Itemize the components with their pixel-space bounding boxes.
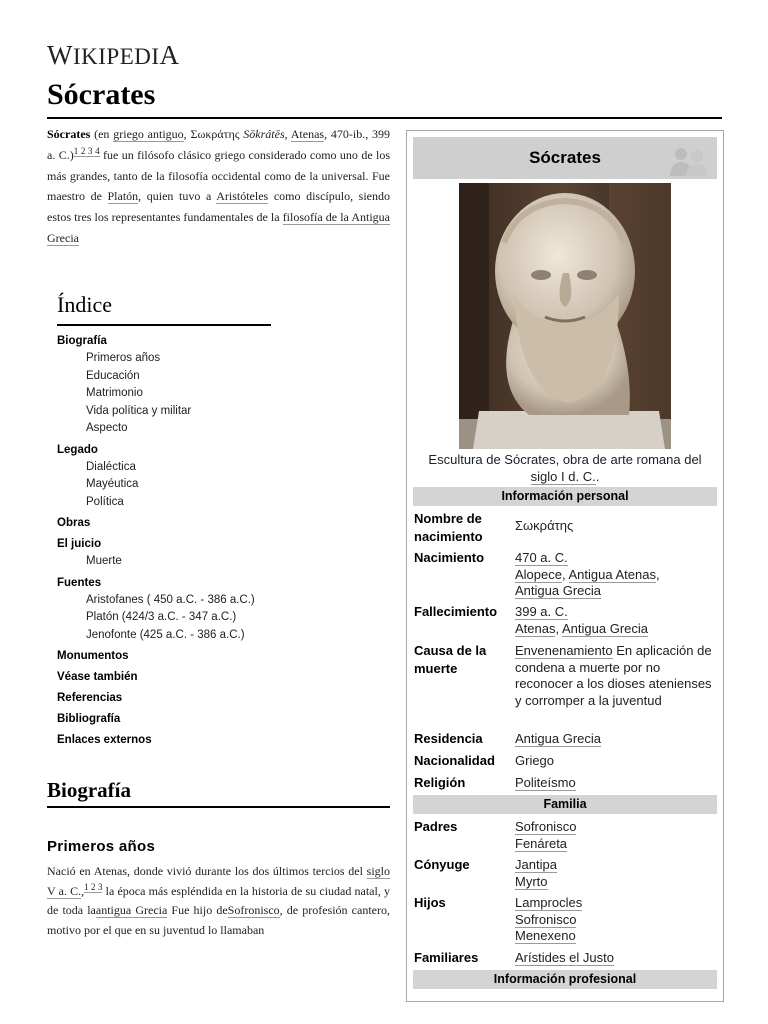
toc-item [57,689,271,707]
toc-sublink[interactable]: Primeros años [86,352,161,364]
toc-sublink[interactable]: Matrimonio [86,387,143,399]
toc-link[interactable]: Referencias [57,692,123,704]
lead-text: , [284,127,291,141]
toc-sublink[interactable]: Vida política y militar [86,404,192,417]
toc-sublink[interactable]: Muerte [86,555,122,567]
link-fenareta[interactable]: Fenáreta [515,835,568,851]
link-antigua-grecia[interactable]: Antigua Grecia [562,620,648,636]
label-padres: Padres [414,819,458,834]
infobox-title-bar [413,137,717,179]
value-padres [515,819,717,852]
value-causa-muerte [515,643,717,709]
toc-item [57,668,271,686]
lead-name: Sócrates [47,127,91,141]
link-myrto[interactable]: Myrto [515,873,548,889]
label-nacimiento: Nacimiento [414,550,485,565]
link-atenas[interactable]: Atenas [290,127,325,141]
biografia-paragraph: Nació en Atenas, donde vivió durante los dos últimos tercios del siglo V a. C.,$^{1 2 3}$ la época más espléndida en la historia de su ciudad natal, y de toda laantigua Grecia Fue hijo deSofronisco, de profesión cantero, motivo por el que en su juventud lo llamaban [47,864,391,938]
value-familiares [515,950,717,967]
infobox [406,130,724,1002]
lead-text: , Σωκράτης [183,127,244,141]
link-antigua-grecia[interactable]: antigua Grecia [95,903,168,918]
toc-item [57,535,271,571]
toc-link[interactable]: Legado [57,443,98,456]
value-residencia [515,731,717,748]
title-divider [47,117,722,119]
label-residencia: Residencia [414,731,483,746]
subsection-heading-primeros-anos: Primeros años [47,838,156,855]
link-sofronisco[interactable]: Sofronisco [515,819,577,834]
infobox-title: Sócrates [529,148,601,167]
toc-link[interactable]: Enlaces externos [57,734,152,746]
image-caption: Escultura de Sócrates, obra de arte romana del siglo I d. C.. [428,452,702,484]
label-conyuge: Cónyuge [414,857,470,872]
toc-link[interactable]: Obras [57,517,91,529]
link-jantipa[interactable]: Jantipa [515,857,557,872]
lead-text: , quien tuvo a [138,189,217,204]
link-399ac[interactable]: 399 a. C. [515,604,568,619]
causa-text: En aplicación de condena a muerte por no reconocer a los dioses atenienses y corromper a la juventud [515,643,712,708]
value-religion [515,775,717,792]
link-filosofia-antigua-grecia[interactable]: filosofía de la Antigua Grecia [47,210,390,245]
link-menexeno[interactable]: Menexeno [515,928,576,943]
link-470ac[interactable]: 470 a. C. [515,550,568,565]
lead-transliteration: Sōkrátēs [243,127,285,141]
toc-item [57,441,271,512]
lead-paragraph [47,124,390,249]
toc-link[interactable]: Bibliografía [57,713,121,725]
link-platon[interactable]: Platón [107,189,139,204]
link-griego-antiguo[interactable]: griego antiguo [113,127,184,141]
link-antigua-atenas[interactable]: Antigua Atenas [568,566,656,582]
label-causa-muerte: Causa de la muerte [414,643,487,676]
toc-item [57,332,271,438]
toc-item [57,731,271,749]
para-text: Fue hijo de [167,903,228,918]
label-hijos: Hijos [414,895,446,910]
label-nombre-nacimiento: Nombre de nacimiento [414,511,483,544]
toc-sublink[interactable]: Jenofonte (425 a.C. - 386 a.C.) [86,628,245,641]
value-nombre-nacimiento: Σωκράτης [515,518,574,533]
label-fallecimiento: Fallecimiento [414,604,498,619]
label-religion: Religión [414,775,466,790]
toc-link[interactable]: Monumentos [57,650,129,662]
value-fallecimiento [515,604,717,637]
link-antigua-grecia[interactable]: Antigua Grecia [515,583,601,598]
toc-sublink[interactable]: Dialéctica [86,460,136,473]
lead-text: , 470-ib., 399 a. C.) [47,127,390,162]
toc-item [57,574,271,645]
toc-sublink[interactable]: Aspecto [86,422,128,434]
value-conyuge [515,857,717,890]
section-heading-biografia: Biografía [47,778,131,802]
link-lamprocles[interactable]: Lamprocles [515,895,583,910]
toc-item [57,647,271,665]
toc-item [57,514,271,532]
table-of-contents [57,292,271,749]
section-divider [47,806,390,808]
toc-sublink[interactable]: Política [86,495,124,508]
para-text: Nació en Atenas, donde vivió durante los dos últimos tercios del [47,864,367,878]
people-icon [667,142,711,176]
lead-text: fue un filósofo clásico griego considerado como uno de los más grandes, tanto de la filosofía occidental como de la universal. Fue maestro de [47,147,391,204]
toc-link[interactable]: Véase también [57,671,138,683]
caption-text: Escultura de Sócrates, obra de arte romana del [428,452,702,467]
link-sofronisco[interactable]: Sofronisco [227,903,280,918]
toc-link[interactable]: El juicio [57,538,102,550]
toc-item [57,710,271,728]
page-title: Sócrates [47,78,156,111]
separator: , [555,620,562,636]
link-atenas[interactable]: Atenas [515,620,556,636]
separator: , [561,566,569,582]
reference-links[interactable]: 1 2 3 4 [73,145,100,156]
lead-text: como discípulo, siendo estos tres los representantes fundamentales de la [47,189,390,225]
value-hijos [515,895,717,945]
link-siglo-i[interactable]: siglo I d. C. [530,469,596,484]
label-familiares: Familiares [414,950,479,965]
toc-link[interactable]: Fuentes [57,576,102,589]
link-sofronisco[interactable]: Sofronisco [515,911,577,927]
wikipedia-wordmark[interactable]: WIKIPEDIA [47,40,180,70]
value-nacionalidad: Griego [515,753,555,768]
separator: , [655,566,660,582]
socrates-bust-image[interactable] [459,183,671,449]
band-informacion-personal: Información personal [413,487,717,506]
para-text: , de profesión cantero, motivo por el que en su juventud lo llamaban [47,903,390,938]
link-siglo-v[interactable]: siglo V a. C. [47,864,390,898]
link-aristides[interactable]: Arístides el Justo [515,950,614,965]
reference-links[interactable]: 1 2 3 [84,881,103,892]
toc-link[interactable]: Biografía [57,335,107,347]
link-alopece[interactable]: Alopece [515,566,562,582]
link-politeismo[interactable]: Politeísmo [515,775,576,790]
toc-sublink[interactable]: Aristofanes ( 450 a.C. - 386 a.C.) [86,593,255,606]
lead-text: (en [90,127,114,141]
toc-sublink[interactable]: Mayéutica [86,478,139,490]
link-envenenamiento[interactable]: Envenenamiento [515,643,613,658]
link-antigua-grecia[interactable]: Antigua Grecia [515,731,601,746]
label-nacionalidad: Nacionalidad [414,753,495,768]
para-text: la época más espléndida en la historia de su ciudad natal, y de toda la [47,883,391,918]
toc-divider [57,324,271,326]
value-nacimiento [515,550,717,600]
toc-title: Índice [57,292,112,317]
link-aristoteles[interactable]: Aristóteles [216,189,269,204]
toc-list [57,332,271,749]
band-informacion-profesional: Información profesional [413,970,717,989]
band-familia: Familia [413,795,717,814]
toc-sublink[interactable]: Educación [86,369,140,382]
toc-sublink[interactable]: Platón (424/3 a.C. - 347 a.C.) [86,611,237,623]
